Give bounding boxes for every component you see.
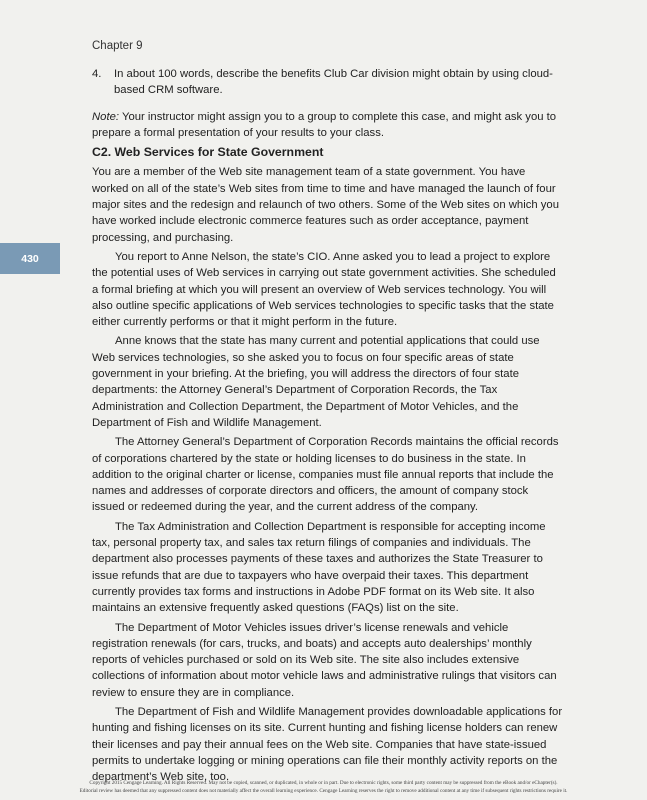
page-content [92,66,563,788]
page-number-tab: 430 [0,243,60,274]
note-label: Note: [92,110,120,123]
chapter-header: Chapter 9 [92,40,143,52]
copyright-line-2: Editorial review has deemed that any suppressed content does not materially affect the overall learning experience. Cengage Learning reserves the right to remove additional content at any time if subsequent rights restrictions require it. [79,788,568,794]
question-text: In about 100 words, describe the benefits Club Car division might obtain by using cloud-based CRM software. [114,68,553,97]
paragraph-briefing: Anne knows that the state has many current and potential applications that could use Web services technologies, so she asked you to focus on four specific areas of state government in your briefing. At the briefing, you will address the directors of four state departments: the Attorney General’s Department of Corporation Records, the Tax Administration and Collection Department, the Department of Motor Vehicles, and the Department of Fish and Wildlife Management. [92,335,540,429]
paragraph-cio: You report to Anne Nelson, the state’s CIO. Anne asked you to lead a project to explore the potential uses of Web services in carrying out state government activities. She scheduled a formal briefing at which you will present an overview of Web services technology. You will also outline specific applications of Web services technologies to specific tasks that the state either currently performs or that it might perform in the future. [92,250,556,329]
question-number: 4. [92,68,102,80]
paragraph-intro: You are a member of the Web site management team of a state government. You have worked on all of the state’s Web sites from time to time and have managed the launch of four major sites and the redesign and relaunch of two others. Some of the Web sites on which you have worked include electronic commerce features such as order acceptance, payment processing, and purchasing. [92,166,559,244]
note-text: Your instructor might assign you to a group to complete this case, and might ask you to prepare a formal presentation of your results to your class. [92,110,557,139]
paragraph-corporation-records: The Attorney General’s Department of Corporation Records maintains the official records of corporations chartered by the state or holding licenses to do business in the state. In addition to the original charter or license, companies must file annual reports that include the names and addresses of corporate directors and officers, the amount of company stock issued or redeemed during the year, and the current address of the company. [92,436,559,514]
paragraph-fish-wildlife: The Department of Fish and Wildlife Management provides downloadable applications for hunting and fishing licenses on its site. Current hunting and fishing license holders can renew their licenses and pay their annual fees on the Web site. Companies that have state-issued permits to undertake logging or mining operations can file their monthly activity reports on the department’s Web site, too. [92,705,563,784]
paragraph-motor-vehicles: The Department of Motor Vehicles issues driver’s license renewals and vehicle registration renewals (for cars, trucks, and boats) and accepts auto dealerships’ monthly reports of vehicles purchased or sold on its Web site. The site also includes extensive collections of information about motor vehicle laws and administrative rulings that visitors can review to ensure they are in compliance. [92,621,557,699]
copyright-line-1: Copyright 2015 Cengage Learning. All Rights Reserved. May not be copied, scanned, or duplicated, in whole or in part. Due to electronic rights, some third party content may be suppressed from the eBook and/or eChapter(s). [89,780,558,786]
instructor-note [92,109,563,142]
paragraph-tax: The Tax Administration and Collection Department is responsible for accepting income tax, personal property tax, and sales tax return filings of companies and individuals. The department also processes payments of these taxes and authorizes the State Treasurer to issue refunds that are due to taxpayers who have overpaid their taxes. This department currently provides tax forms and instructions in Adobe PDF format on its Web site. It also maintains an extensive frequently asked questions (FAQs) list on the site. [92,520,546,615]
section-heading: C2. Web Services for State Government [92,145,324,160]
question-item [92,66,563,99]
copyright-footer [20,779,627,795]
